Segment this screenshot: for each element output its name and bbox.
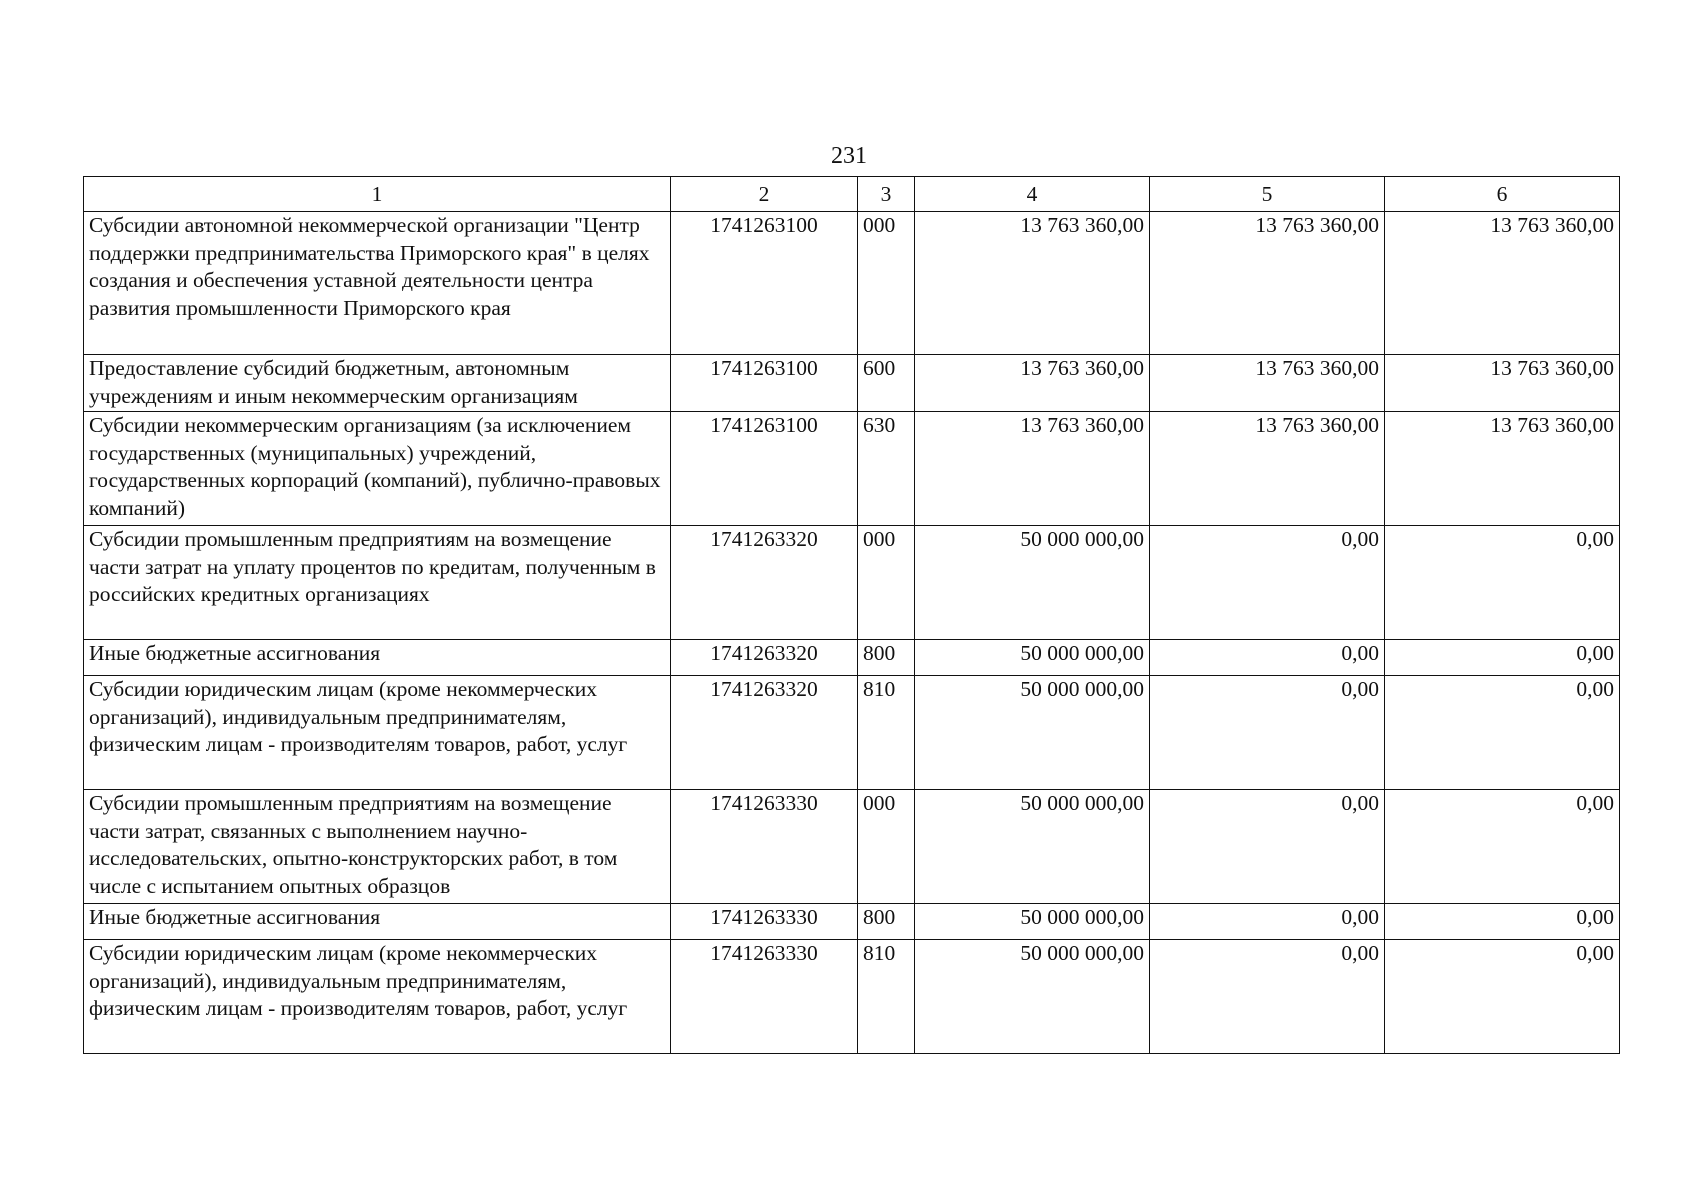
amount-col5-cell: 13 763 360,00 (1150, 355, 1385, 412)
amount-col4-cell: 50 000 000,00 (915, 526, 1150, 640)
table-row (84, 904, 1620, 940)
budget-table (83, 176, 1620, 1054)
expense-type-cell: 810 (858, 676, 915, 790)
expense-type-cell: 000 (858, 790, 915, 904)
table-row (84, 212, 1620, 355)
page-number: 231 (831, 143, 867, 169)
amount-col5-cell: 0,00 (1150, 640, 1385, 676)
amount-col5-cell: 0,00 (1150, 940, 1385, 1054)
table-row (84, 790, 1620, 904)
amount-col4-cell: 13 763 360,00 (915, 412, 1150, 526)
target-code-cell: 1741263320 (671, 640, 858, 676)
amount-col5-cell: 13 763 360,00 (1150, 212, 1385, 355)
row-name-cell: Субсидии юридическим лицам (кроме некоммерческих организаций), индивидуальным предпринимателям, физическим лицам - производителям товаров, работ, услуг (84, 676, 671, 790)
target-code-cell: 1741263320 (671, 676, 858, 790)
amount-col5-cell: 0,00 (1150, 676, 1385, 790)
amount-col4-cell: 50 000 000,00 (915, 676, 1150, 790)
amount-col6-cell: 0,00 (1385, 526, 1620, 640)
amount-col4-cell: 50 000 000,00 (915, 790, 1150, 904)
table-row (84, 640, 1620, 676)
row-name-cell: Субсидии автономной некоммерческой организации "Центр поддержки предпринимательства Приморского края" в целях создания и обеспечения уставной деятельности центра развития промышленности Приморского края (84, 212, 671, 355)
table-header-row (84, 177, 1620, 212)
column-header: 5 (1150, 177, 1385, 212)
row-name-cell: Субсидии юридическим лицам (кроме некоммерческих организаций), индивидуальным предпринимателям, физическим лицам - производителям товаров, работ, услуг (84, 940, 671, 1054)
column-header: 1 (84, 177, 671, 212)
amount-col6-cell: 0,00 (1385, 904, 1620, 940)
amount-col6-cell: 13 763 360,00 (1385, 355, 1620, 412)
amount-col5-cell: 0,00 (1150, 904, 1385, 940)
amount-col4-cell: 13 763 360,00 (915, 355, 1150, 412)
expense-type-cell: 630 (858, 412, 915, 526)
table-row (84, 526, 1620, 640)
amount-col4-cell: 13 763 360,00 (915, 212, 1150, 355)
target-code-cell: 1741263330 (671, 790, 858, 904)
column-header: 4 (915, 177, 1150, 212)
expense-type-cell: 810 (858, 940, 915, 1054)
amount-col6-cell: 13 763 360,00 (1385, 212, 1620, 355)
target-code-cell: 1741263330 (671, 904, 858, 940)
table-row (84, 940, 1620, 1054)
amount-col5-cell: 0,00 (1150, 790, 1385, 904)
expense-type-cell: 800 (858, 904, 915, 940)
table-row (84, 676, 1620, 790)
amount-col5-cell: 0,00 (1150, 526, 1385, 640)
column-header: 3 (858, 177, 915, 212)
row-name-cell: Субсидии промышленным предприятиям на возмещение части затрат на уплату процентов по кредитам, полученным в российских кредитных организациях (84, 526, 671, 640)
row-name-cell: Предоставление субсидий бюджетным, автономным учреждениям и иным некоммерческим организациям (84, 355, 671, 412)
column-header: 2 (671, 177, 858, 212)
target-code-cell: 1741263320 (671, 526, 858, 640)
target-code-cell: 1741263100 (671, 412, 858, 526)
row-name-cell: Иные бюджетные ассигнования (84, 640, 671, 676)
target-code-cell: 1741263330 (671, 940, 858, 1054)
table-row (84, 412, 1620, 526)
amount-col6-cell: 13 763 360,00 (1385, 412, 1620, 526)
row-name-cell: Субсидии промышленным предприятиям на возмещение части затрат, связанных с выполнением научно-исследовательских, опытно-конструкторских работ, в том числе с испытанием опытных образцов (84, 790, 671, 904)
column-header: 6 (1385, 177, 1620, 212)
row-name-cell: Субсидии некоммерческим организациям (за исключением государственных (муниципальных) учреждений, государственных корпораций (компаний), публично-правовых компаний) (84, 412, 671, 526)
expense-type-cell: 000 (858, 212, 915, 355)
amount-col6-cell: 0,00 (1385, 640, 1620, 676)
expense-type-cell: 800 (858, 640, 915, 676)
target-code-cell: 1741263100 (671, 212, 858, 355)
amount-col4-cell: 50 000 000,00 (915, 640, 1150, 676)
row-name-cell: Иные бюджетные ассигнования (84, 904, 671, 940)
expense-type-cell: 600 (858, 355, 915, 412)
amount-col6-cell: 0,00 (1385, 676, 1620, 790)
table-row (84, 355, 1620, 412)
amount-col4-cell: 50 000 000,00 (915, 904, 1150, 940)
amount-col6-cell: 0,00 (1385, 940, 1620, 1054)
expense-type-cell: 000 (858, 526, 915, 640)
amount-col5-cell: 13 763 360,00 (1150, 412, 1385, 526)
amount-col4-cell: 50 000 000,00 (915, 940, 1150, 1054)
amount-col6-cell: 0,00 (1385, 790, 1620, 904)
target-code-cell: 1741263100 (671, 355, 858, 412)
